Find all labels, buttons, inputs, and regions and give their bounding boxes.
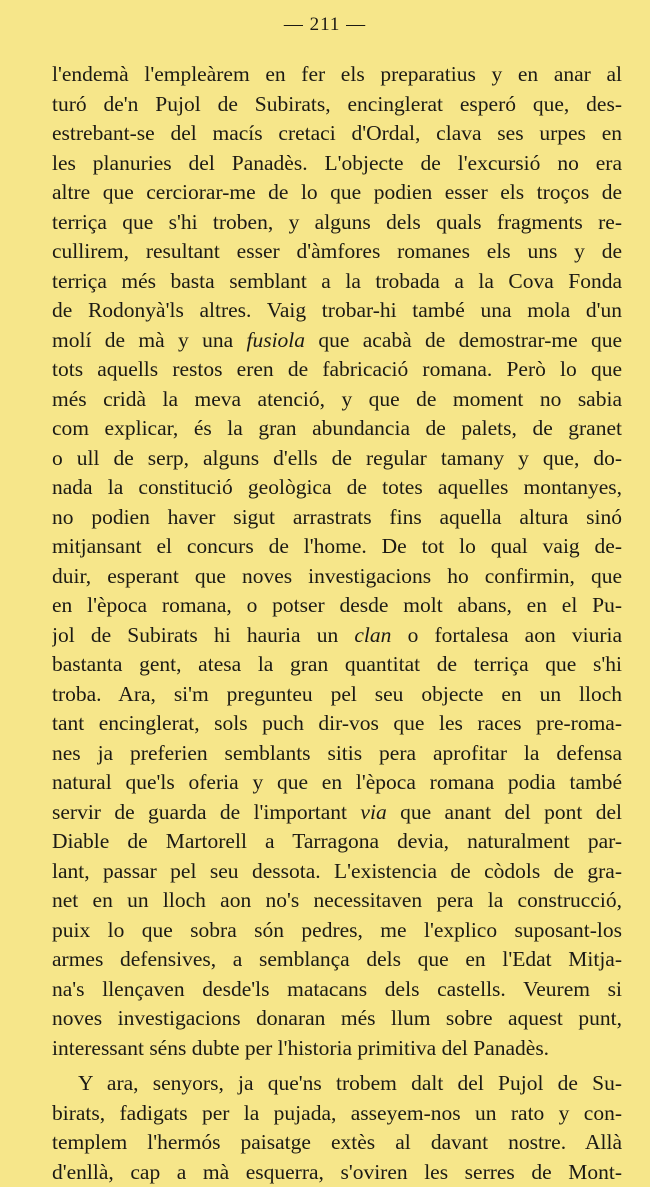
line-segment: lant, passar pel seu dessota. L'existencia de còdols de gra-	[52, 859, 622, 883]
text-line	[52, 1034, 622, 1064]
text-line	[52, 621, 622, 651]
line-segment: les planuries del Panadès. L'objecte de l'excursió no era	[52, 151, 622, 175]
text-line	[52, 296, 622, 326]
text-line	[52, 503, 622, 533]
line-segment: cullirem, resultant esser d'àmfores romanes els uns y de	[52, 239, 622, 263]
text-line	[52, 90, 622, 120]
text-line	[52, 473, 622, 503]
line-segment: estrebant-se del macís cretaci d'Ordal, clava ses urpes en	[52, 121, 622, 145]
line-segment: altre que cerciorar-me de lo que podien esser els troços de	[52, 180, 622, 204]
text-line	[52, 975, 622, 1005]
text-line	[52, 886, 622, 916]
text-line	[52, 326, 622, 356]
text-line	[52, 208, 622, 238]
text-line	[52, 945, 622, 975]
line-segment: en l'època romana, o potser desde molt abans, en el Pu-	[52, 593, 622, 617]
text-line	[52, 650, 622, 680]
italic-term: via	[360, 800, 386, 824]
text-line	[52, 414, 622, 444]
text-line	[52, 1069, 622, 1099]
text-line	[52, 1099, 622, 1129]
line-segment: que anant del pont del	[387, 800, 622, 824]
line-segment: birats, fadigats per la pujada, asseyem-nos un rato y con-	[52, 1101, 622, 1125]
paragraph	[52, 1069, 622, 1187]
line-segment: Y ara, senyors, ja que'ns trobem dalt del Pujol de Su-	[78, 1071, 622, 1095]
line-segment: terriça més basta semblant a la trobada a la Cova Fonda	[52, 269, 622, 293]
italic-term: clan	[354, 623, 391, 647]
text-line	[52, 857, 622, 887]
text-line	[52, 355, 622, 385]
line-segment: l'endemà l'empleàrem en fer els preparatius y en anar al	[52, 62, 622, 86]
line-segment: templem l'hermós paisatge extès al davant nostre. Allà	[52, 1130, 622, 1154]
text-line	[52, 149, 622, 179]
line-segment: servir de guarda de l'important	[52, 800, 360, 824]
line-segment: nada la constitució geològica de totes aquelles montanyes,	[52, 475, 622, 499]
line-segment: tant encinglerat, sols puch dir-vos que les races pre-roma-	[52, 711, 622, 735]
text-line	[52, 916, 622, 946]
line-segment: bastanta gent, atesa la gran quantitat de terriça que s'hi	[52, 652, 622, 676]
line-segment: d'enllà, cap a mà esquerra, s'oviren les serres de Mont-	[52, 1160, 622, 1184]
line-segment: armes defensives, a semblança dels que en l'Edat Mitja-	[52, 947, 622, 971]
text-line	[52, 178, 622, 208]
line-segment: noves investigacions donaran més llum sobre aquest punt,	[52, 1006, 622, 1030]
text-line	[52, 532, 622, 562]
text-line	[52, 739, 622, 769]
paragraph	[52, 60, 622, 1063]
text-line	[52, 709, 622, 739]
text-line	[52, 1128, 622, 1158]
line-segment: na's llençaven desde'ls matacans dels castells. Veurem si	[52, 977, 622, 1001]
text-line	[52, 768, 622, 798]
text-line	[52, 1004, 622, 1034]
line-segment: natural que'ls oferia y que en l'època romana podia també	[52, 770, 622, 794]
page-number: — 211 —	[0, 14, 650, 36]
line-segment: de Rodonyà'ls altres. Vaig trobar-hi també una mola d'un	[52, 298, 622, 322]
text-line	[52, 827, 622, 857]
text-line	[52, 237, 622, 267]
text-line	[52, 385, 622, 415]
line-segment: terriça que s'hi troben, y alguns dels quals fragments re-	[52, 210, 622, 234]
line-segment: interessant séns dubte per l'historia primitiva del Panadès.	[52, 1036, 549, 1060]
line-segment: jol de Subirats hi hauria un	[52, 623, 354, 647]
text-line	[52, 798, 622, 828]
line-segment: mitjansant el concurs de l'home. De tot lo qual vaig de-	[52, 534, 622, 558]
line-segment: tots aquells restos eren de fabricació romana. Però lo que	[52, 357, 622, 381]
text-line	[52, 444, 622, 474]
line-segment: duir, esperant que noves investigacions ho confirmin, que	[52, 564, 622, 588]
italic-term: fusiola	[246, 328, 305, 352]
line-segment: més cridà la meva atenció, y que de moment no sabia	[52, 387, 622, 411]
text-line	[52, 267, 622, 297]
line-segment: que acabà de demostrar-me que	[305, 328, 622, 352]
line-segment: o fortalesa aon viuria	[391, 623, 622, 647]
text-line	[52, 60, 622, 90]
line-segment: no podien haver sigut arrastrats fins aquella altura sinó	[52, 505, 622, 529]
line-segment: puix lo que sobra són pedres, me l'explico suposant-los	[52, 918, 622, 942]
text-line	[52, 1158, 622, 1187]
line-segment: nes ja preferien semblants sitis pera aprofitar la defensa	[52, 741, 622, 765]
text-line	[52, 591, 622, 621]
text-line	[52, 562, 622, 592]
line-segment: o ull de serp, alguns d'ells de regular tamany y que, do-	[52, 446, 622, 470]
text-line	[52, 119, 622, 149]
line-segment: turó de'n Pujol de Subirats, encinglerat esperó que, des-	[52, 92, 622, 116]
line-segment: com explicar, és la gran abundancia de palets, de granet	[52, 416, 622, 440]
line-segment: molí de mà y una	[52, 328, 246, 352]
line-segment: net en un lloch aon no's necessitaven pera la construcció,	[52, 888, 622, 912]
line-segment: Diable de Martorell a Tarragona devia, naturalment par-	[52, 829, 622, 853]
body-text	[52, 60, 622, 1187]
line-segment: troba. Ara, si'm pregunteu pel seu objecte en un lloch	[52, 682, 622, 706]
text-line	[52, 680, 622, 710]
